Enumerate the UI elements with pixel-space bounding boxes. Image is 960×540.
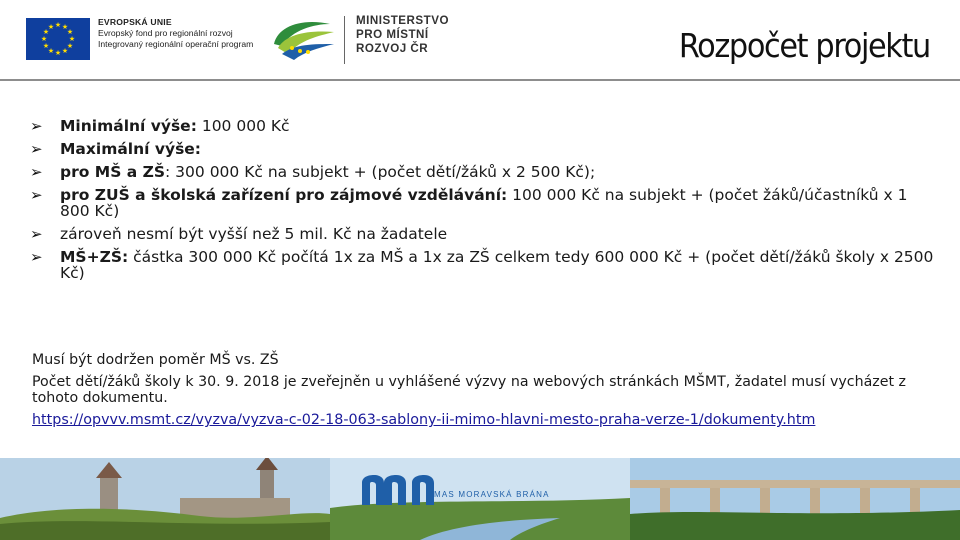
bullet-text: : 300 000 Kč na subjekt + (počet dětí/žáků x 2 500 Kč);	[165, 163, 596, 181]
mmr-line-1: MINISTERSTVO	[356, 14, 449, 27]
bullet-item-ms-plus-zs	[30, 249, 940, 281]
castle-photo	[0, 458, 330, 540]
mmr-line-2: PRO MÍSTNÍ	[356, 28, 429, 41]
svg-text:★: ★	[54, 49, 62, 57]
mas-logo-text: MAS MORAVSKÁ BRÁNA	[434, 490, 550, 499]
mmr-name	[356, 14, 449, 56]
notes-section	[32, 352, 942, 428]
eu-flag-logo	[26, 18, 90, 60]
ratio-note: Musí být dodržen poměr MŠ vs. ZŠ	[32, 352, 279, 368]
bullet-text: zároveň nesmí být vyšší než 5 mil. Kč na žadatele	[60, 225, 448, 243]
arrow-bullet-icon: ➢	[30, 163, 43, 181]
arrow-bullet-icon: ➢	[30, 248, 43, 266]
bullet-text: částka 300 000 Kč počítá 1x za MŠ a 1x za ZŠ celkem tedy 600 000 Kč + (počet dětí/žáků školy x 2500 Kč)	[60, 248, 934, 282]
bullet-item-ms-zs	[30, 164, 940, 180]
logo-divider	[344, 16, 345, 64]
pupil-count-note: Počet dětí/žáků školy k 30. 9. 2018 je zveřejněn u vyhlášené výzvy na webových stránkách MŠMT, žadatel musí vycházet z tohoto dokumentu.	[32, 374, 906, 406]
arrow-bullet-icon: ➢	[30, 117, 43, 135]
bullet-text: 100 000 Kč	[196, 117, 290, 135]
slide-header	[0, 0, 960, 78]
svg-text:★: ★	[61, 23, 69, 31]
mmr-line-3: ROZVOJ ČR	[356, 42, 429, 55]
eu-union-label: EVROPSKÁ UNIE	[98, 17, 172, 27]
svg-text:★: ★	[61, 47, 69, 55]
svg-text:★: ★	[68, 35, 76, 43]
arrow-bullet-icon: ➢	[30, 140, 43, 158]
svg-text:★: ★	[42, 28, 50, 36]
bullet-label: pro ZUŠ a školská zařízení pro zájmové vzdělávání:	[60, 186, 508, 204]
svg-text:★: ★	[54, 21, 62, 29]
erdf-label: Evropský fond pro regionální rozvoj	[98, 28, 233, 38]
viaduct-photo	[630, 458, 960, 540]
svg-text:★: ★	[47, 23, 55, 31]
mmr-logo-icon	[268, 14, 340, 66]
svg-text:★: ★	[47, 47, 55, 55]
mas-moravska-brana-logo	[360, 469, 596, 511]
bullet-item-zus	[30, 187, 940, 219]
bullet-item-limit	[30, 226, 940, 242]
bullet-label: Maximální výše:	[60, 140, 202, 158]
page-title: Rozpočet projektu	[678, 26, 930, 65]
header-divider	[0, 79, 960, 81]
bullet-label: MŠ+ZŠ:	[60, 248, 129, 266]
bullet-label: Minimální výše:	[60, 117, 197, 135]
bullet-text: 100 000 Kč na subjekt + (počet žáků/účastníků x 1 800 Kč)	[60, 186, 908, 220]
arrow-bullet-icon: ➢	[30, 225, 43, 243]
budget-bullet-list	[30, 118, 940, 288]
arrow-bullet-icon: ➢	[30, 186, 43, 204]
bullet-item-max	[30, 141, 940, 157]
bullet-item-min	[30, 118, 940, 134]
eu-program-text	[98, 17, 253, 50]
bullet-label: pro MŠ a ZŠ	[60, 163, 166, 181]
irop-label: Integrovaný regionální operační program	[98, 39, 254, 49]
msmt-document-link[interactable]: https://opvvv.msmt.cz/vyzva/vyzva-c-02-18-063-sablony-ii-mimo-hlavni-mesto-praha-verze-1/dokumenty.htm	[32, 412, 816, 428]
svg-text:★: ★	[40, 35, 48, 43]
svg-text:★: ★	[42, 42, 50, 50]
svg-text:★: ★	[66, 42, 74, 50]
svg-text:★: ★	[66, 28, 74, 36]
